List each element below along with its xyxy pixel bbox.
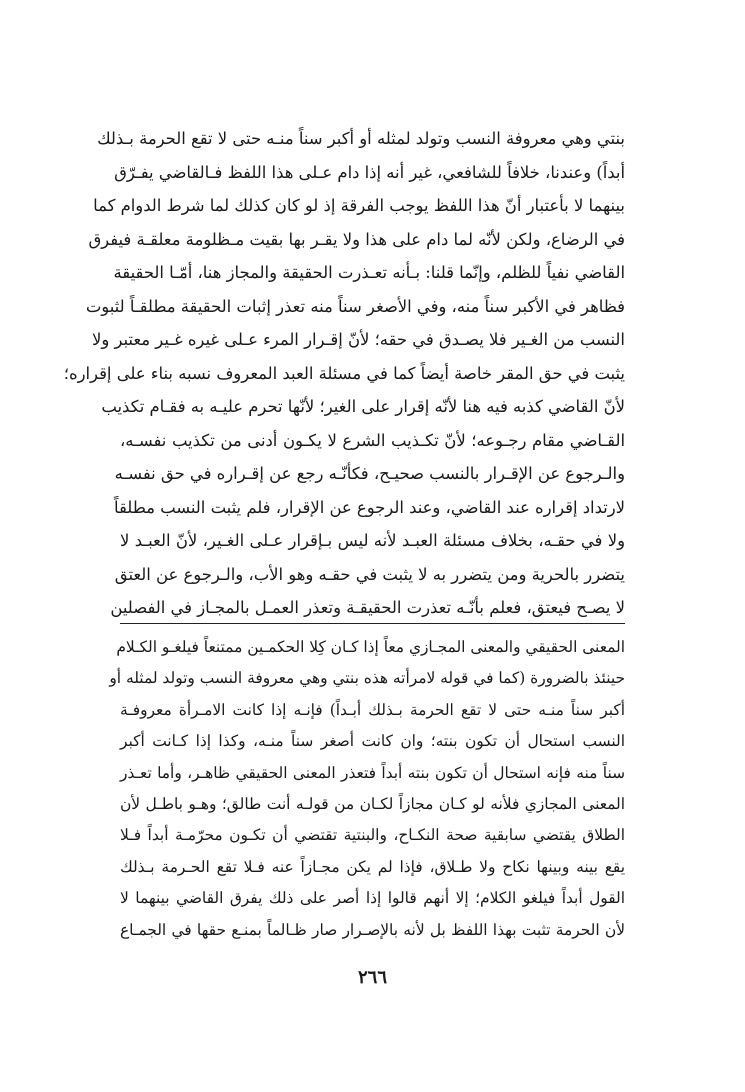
footnote-separator-rule (120, 623, 625, 624)
main-text-line: يثبت في حق المقر خاصة أيضاً كما في مسئلة العبد المعروف نسبه بناء على إقراره؛ (63, 363, 625, 383)
footnote-line: النسب استحال أن تكون بنته؛ وان كانت أصغر سناً منـه، وكذا إذا كـانت أكبر (120, 732, 625, 751)
main-text-line: النسب من الغـير فلا يصـدق في حقه؛ لأنّ إقـرار المرء عـلى غيره غـير معتبر ولا (91, 330, 625, 349)
main-text-line: بينهما لا بأعتبار أنّ هذا اللفظ يوجب الفرقة إذ لو كان كذلك لما شرط الدوام كما (93, 196, 625, 215)
footnote-line: القول أبداً فيلغو الكلام؛ إلا أنهم قالوا إذا أصر على ذلك يفرق القاضي بينهما لا (120, 889, 625, 908)
main-text-line: بنتي وهي معروفة النسب وتولد لمثله أو أكبر سناً منـه حتى لا تقع الحرمة بـذلك (97, 129, 625, 148)
footnote-line: سناً منه فإنه استحال أن تكون بنته أبداً فتعذر المعنى الحقيقي ظاهـر، وأما تعـذر (120, 763, 625, 782)
footnote-line: يقع بينه وبينها نكاح ولا طـلاق، فإذا لم يكن مجـازاً عنه فـلا تقع الحـرمة بـذلك (120, 857, 625, 876)
footnote-line: المعنى المجازي فلأنه لو كـان مجازاً لكـان من قولـه أنت طالق؛ وهـو باطـل لأن (120, 794, 625, 813)
main-text-line: يتضرر بالحرية ومن يتضرر به لا يثبت في حقـه وهو الأب، والـرجوع عن العتق (114, 564, 625, 584)
footnote-line: المعنى الحقيقي والمعنى المجـازي معاً إذا كـان كِلا الحكمـين ممتنعاً فيلغـو الكـلام (116, 638, 625, 656)
footnote-line: أكبر سناً منـه حتى لا تقع الحرمة بـذلك أبـداً) فإنـه إذا كانت الامـرأة معروفـة (120, 700, 625, 719)
main-text-line: لا يصـح فيعتق، فعلم بأنّـه تعذرت الحقيقـة وتعذر العمـل بالمجـاز في الفصلين (110, 598, 625, 617)
footnote-line: حينئذ بالضرورة (كما في قوله لامرأته هذه بنتي وهي معروفة النسب وتولد لمثله أو (109, 669, 625, 688)
main-text-line: ولا في حقـه، بخلاف مسئلة العبـد لأنه ليس بـإقرار عـلى الغـير، لأنّ العبـد لا (120, 531, 625, 550)
main-text-line: لأنّ القاضي كذبه فيه هنا لأنّه إقرار على الغير؛ لأنّها تحرم عليـه به فقـام تكذيب (101, 397, 625, 416)
main-text-line: القاضي نفياً للظلم، وإنّما قلنا: بـأنه تعـذرت الحقيقة والمجاز هنا، أمّـا الحقيقة (113, 263, 625, 282)
page-number: ٢٦٦ (357, 967, 387, 988)
footnote-line: الطلاق يقتضي سابقية صحة النكـاح، والبنتية تقتضي أن تكـون محرّمـة أبداً فـلا (120, 826, 625, 845)
main-text-line: والـرجوع عن الإقـرار بالنسب صحيـح، فكأنّـه رجع عن إقـراره في حق نفسـه (114, 464, 625, 483)
main-text-block (63, 122, 625, 625)
footnote-block (109, 632, 625, 946)
main-text-line: أبداً) وعندنا، خلافاً للشافعي، غير أنه إذا دام عـلى هذا اللفظ فـالقاضي يفـرّق (114, 162, 625, 182)
main-text-line: في الرضاع، ولكن لأنّه لما دام على هذا ولا يقـر بها بقيت مـظلومة معلقـة فيفرق (88, 229, 625, 249)
main-text-line: القـاضي مقام رجـوعه؛ لأنّ تكـذيب الشرع لا يكـون أدنى من تكذيب نفسـه، (120, 430, 625, 450)
footnote-line: لأن الحرمة تثبت بهذا اللفظ بل لأنه بالإصـرار صار ظـالماً بمنـع حقها في الجمـاع (120, 920, 625, 939)
main-text-line: فظاهر في الأكبر سناً منه، وفي الأصغر سناً منه تعذر إثبات الحقيقة مطلقـاً لثبوت (85, 296, 625, 316)
main-text-line: لارتداد إقراره عند القاضي، وعند الرجوع عن الإقرار، فلم يثبت النسب مطلقاً (114, 497, 625, 517)
